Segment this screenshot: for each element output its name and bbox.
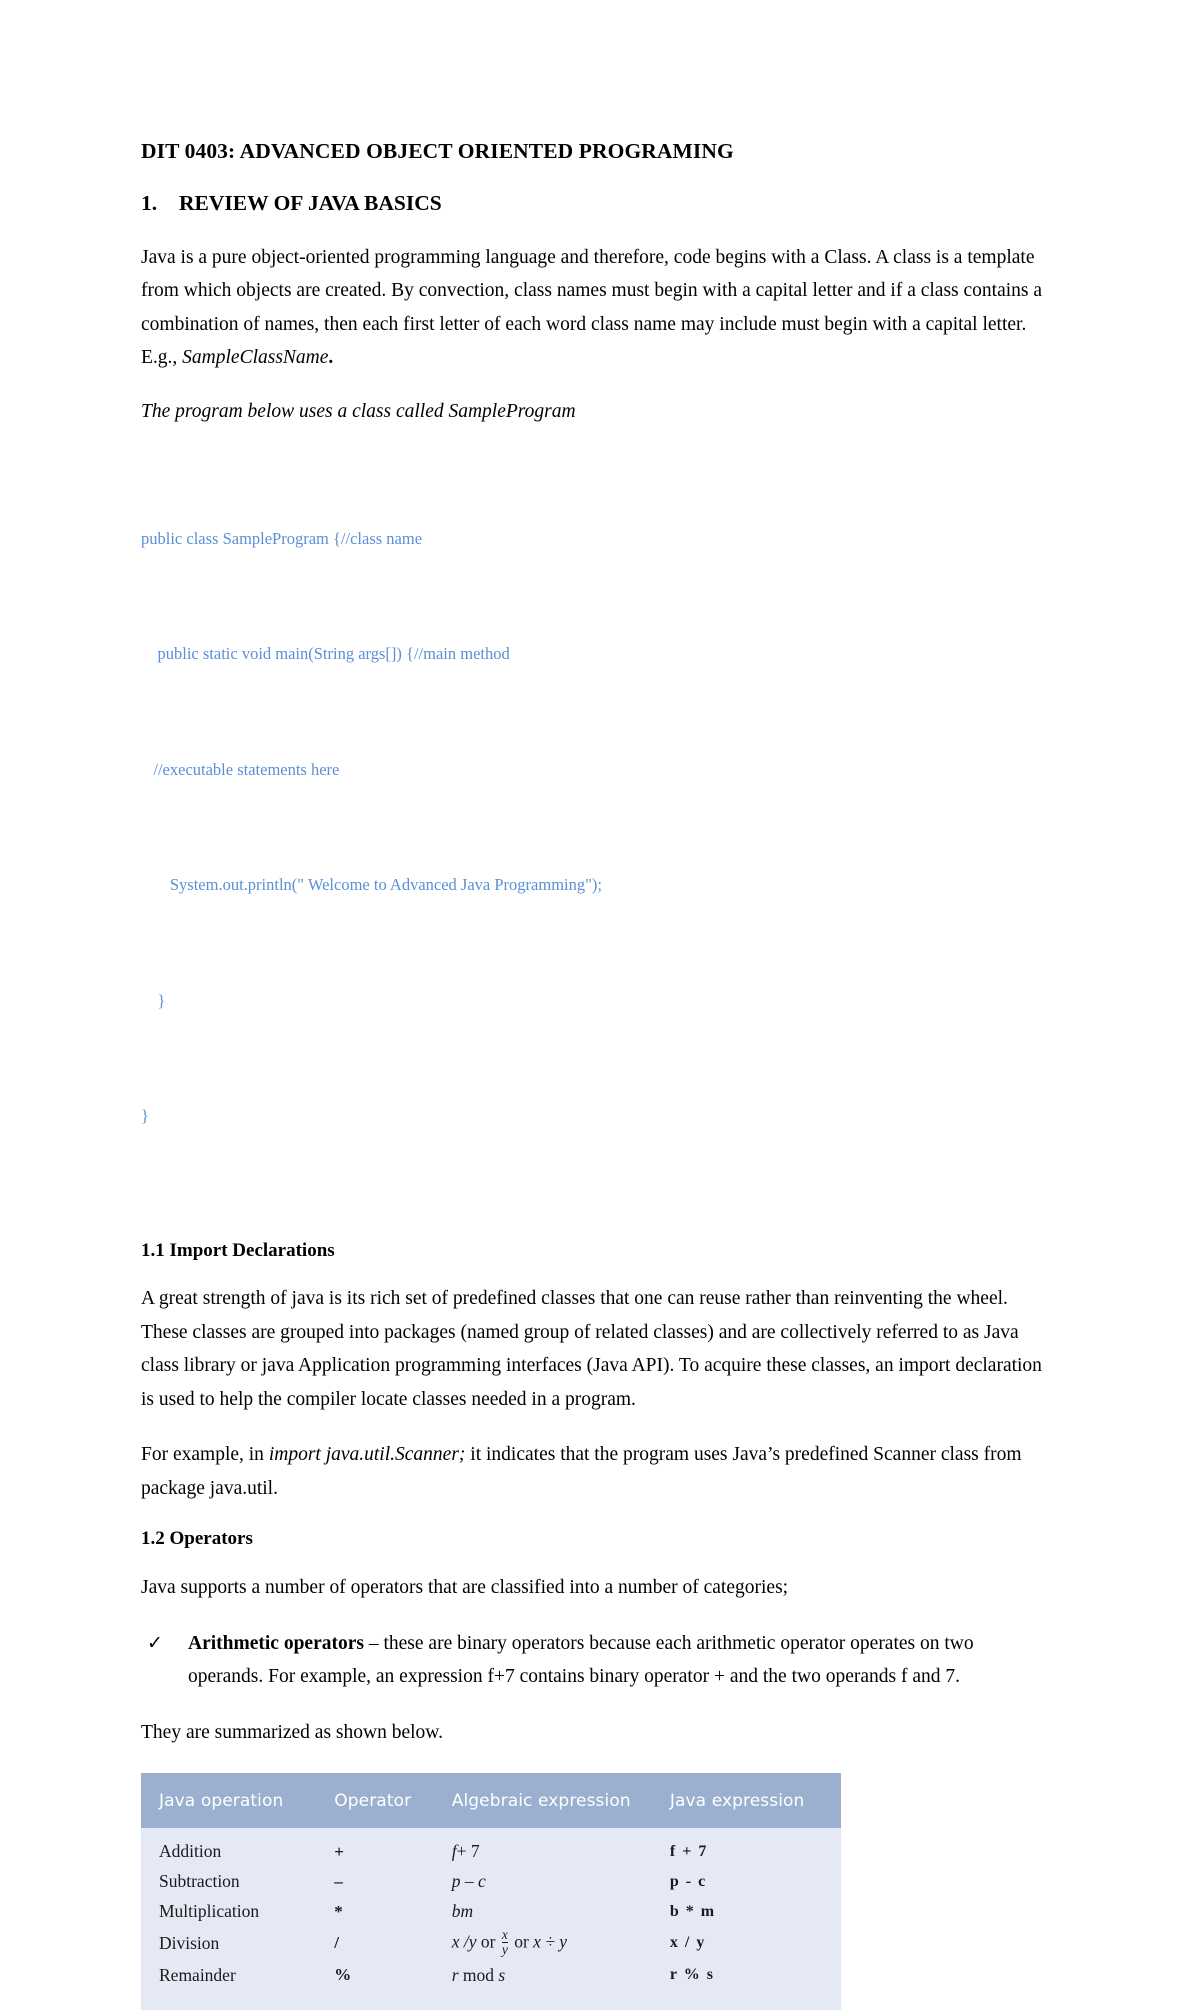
intro-paragraph (141, 241, 1047, 375)
cell-operator: / (334, 1933, 340, 1953)
alg-division-last: x ÷ y (533, 1931, 568, 1952)
alg-op: – (464, 1871, 474, 1892)
column-header-java-expression: Java expression (670, 1773, 841, 1828)
operators-paragraph-1: Java supports a number of operators that are classified into a number of categories; (141, 1577, 789, 1599)
alg-op: mod (462, 1964, 495, 1985)
import-declarations-paragraph-1: A great strength of java is its rich set of predefined classes that one can reuse rather than reinventing the wheel. These classes are grouped into packages (named group of related classes) and are collectively referred to as Java class library or java Application programming interfaces (Java API). To acquire these classes, an import declaration is used to help the compiler locate classes needed in a program. (141, 1288, 1042, 1410)
table-body (141, 1828, 841, 2010)
code-line-2: public static void main(String args[]) {//main method (141, 644, 510, 664)
document-title: DIT 0403: ADVANCED OBJECT ORIENTED PROGRAMING (141, 139, 734, 163)
cell-operator: * (334, 1901, 343, 1921)
table-header (141, 1773, 841, 1828)
alg-division-fraction (502, 1928, 508, 1957)
alg-var1: b (451, 1901, 461, 1922)
section-heading (141, 191, 1047, 217)
import-declarations-paragraph-2 (141, 1438, 1047, 1505)
alg-var2: c (477, 1871, 486, 1892)
cell-operator: + (334, 1841, 344, 1861)
cell-operation: Addition (159, 1841, 222, 1862)
section-heading-text: REVIEW OF JAVA BASICS (179, 190, 442, 215)
cell-operation: Multiplication (159, 1901, 260, 1922)
sample-program-code-block (141, 443, 1047, 1213)
program-caption: The program below uses a class called SampleProgram (141, 400, 576, 422)
cell-algebraic (452, 1960, 670, 2010)
intro-paragraph-part2: . (328, 347, 334, 369)
cell-operator: % (334, 1965, 352, 1985)
alg-var1: f (451, 1841, 457, 1862)
code-line-5: } (141, 990, 166, 1010)
bullet-bold-lead: Arithmetic operators (188, 1632, 364, 1654)
import-example-part2: it indicates that the program uses Java’s predefined Scanner class from package java.util. (141, 1444, 1022, 1499)
alg-op: + (456, 1841, 467, 1862)
table-row (141, 1927, 841, 1961)
cell-algebraic (452, 1897, 670, 1927)
alg-var2: 7 (470, 1841, 480, 1862)
code-line-4: System.out.println(" Welcome to Advanced Java Programming"); (141, 875, 602, 895)
table-header-row (141, 1773, 841, 1828)
cell-java-expression: r % s (669, 1966, 715, 1984)
intro-paragraph-emphasis: SampleClassName (182, 347, 329, 369)
operator-categories-list (141, 1627, 1047, 1694)
subsection-heading-import-declarations: 1.1 Import Declarations (141, 1239, 335, 1261)
column-header-java-operation: Java operation (141, 1773, 334, 1828)
import-example-part1: For example, in (141, 1444, 269, 1466)
cell-operator: – (334, 1871, 343, 1891)
alg-division-or1: or (480, 1931, 496, 1952)
section-number: 1. (141, 190, 158, 215)
cell-java-expression: x / y (669, 1934, 706, 1952)
column-header-operator: Operator (334, 1773, 451, 1828)
list-item (141, 1627, 1047, 1694)
cell-java-expression: f + 7 (669, 1842, 708, 1860)
table-row (141, 1828, 841, 1867)
bullet-text: – these are binary operators because each arithmetic operator operates on two operands. For example, an expression f+7 contains binary operator + and the two operands f and 7. (188, 1632, 974, 1688)
alg-var2: s (498, 1964, 506, 1985)
code-line-1: public class SampleProgram {//class name (141, 528, 423, 548)
alg-var2: m (460, 1901, 474, 1922)
fraction-numerator: x (501, 1927, 508, 1943)
cell-operation: Subtraction (159, 1871, 240, 1892)
check-icon: ✓ (147, 1631, 163, 1654)
operators-paragraph-2: They are summarized as shown below. (141, 1721, 443, 1743)
cell-algebraic (452, 1867, 670, 1897)
cell-algebraic (452, 1927, 670, 1961)
alg-var1: r (451, 1964, 459, 1985)
arithmetic-operators-table (141, 1773, 841, 2010)
cell-java-expression: b * m (669, 1902, 716, 1920)
cell-operation: Division (159, 1932, 220, 1953)
intro-paragraph-part1: Java is a pure object-oriented programming language and therefore, code begins with a Class. A class is a template from which objects are created. By convection, class names must begin with a capital letter and if a class contains a combination of names, then each first letter of each word class name may include must begin with a capital letter. E.g., (141, 246, 1043, 369)
document-content (141, 139, 1047, 2010)
alg-var1: p (451, 1871, 461, 1892)
alg-division-or2: or (514, 1931, 529, 1952)
alg-division-first: x /y (451, 1931, 477, 1952)
cell-algebraic (452, 1828, 670, 1867)
table-row (141, 1960, 841, 2010)
cell-java-expression: p - c (669, 1872, 707, 1890)
cell-operation: Remainder (159, 1964, 236, 1985)
table-row (141, 1897, 841, 1927)
fraction-denominator: y (501, 1941, 508, 1957)
table-row (141, 1867, 841, 1897)
import-example-emphasis: import java.util.Scanner; (268, 1444, 466, 1466)
code-line-6: } (141, 1106, 149, 1126)
subsection-heading-operators: 1.2 Operators (141, 1528, 253, 1550)
code-line-3: //executable statements here (141, 759, 340, 779)
column-header-algebraic-expression: Algebraic expression (452, 1773, 670, 1828)
